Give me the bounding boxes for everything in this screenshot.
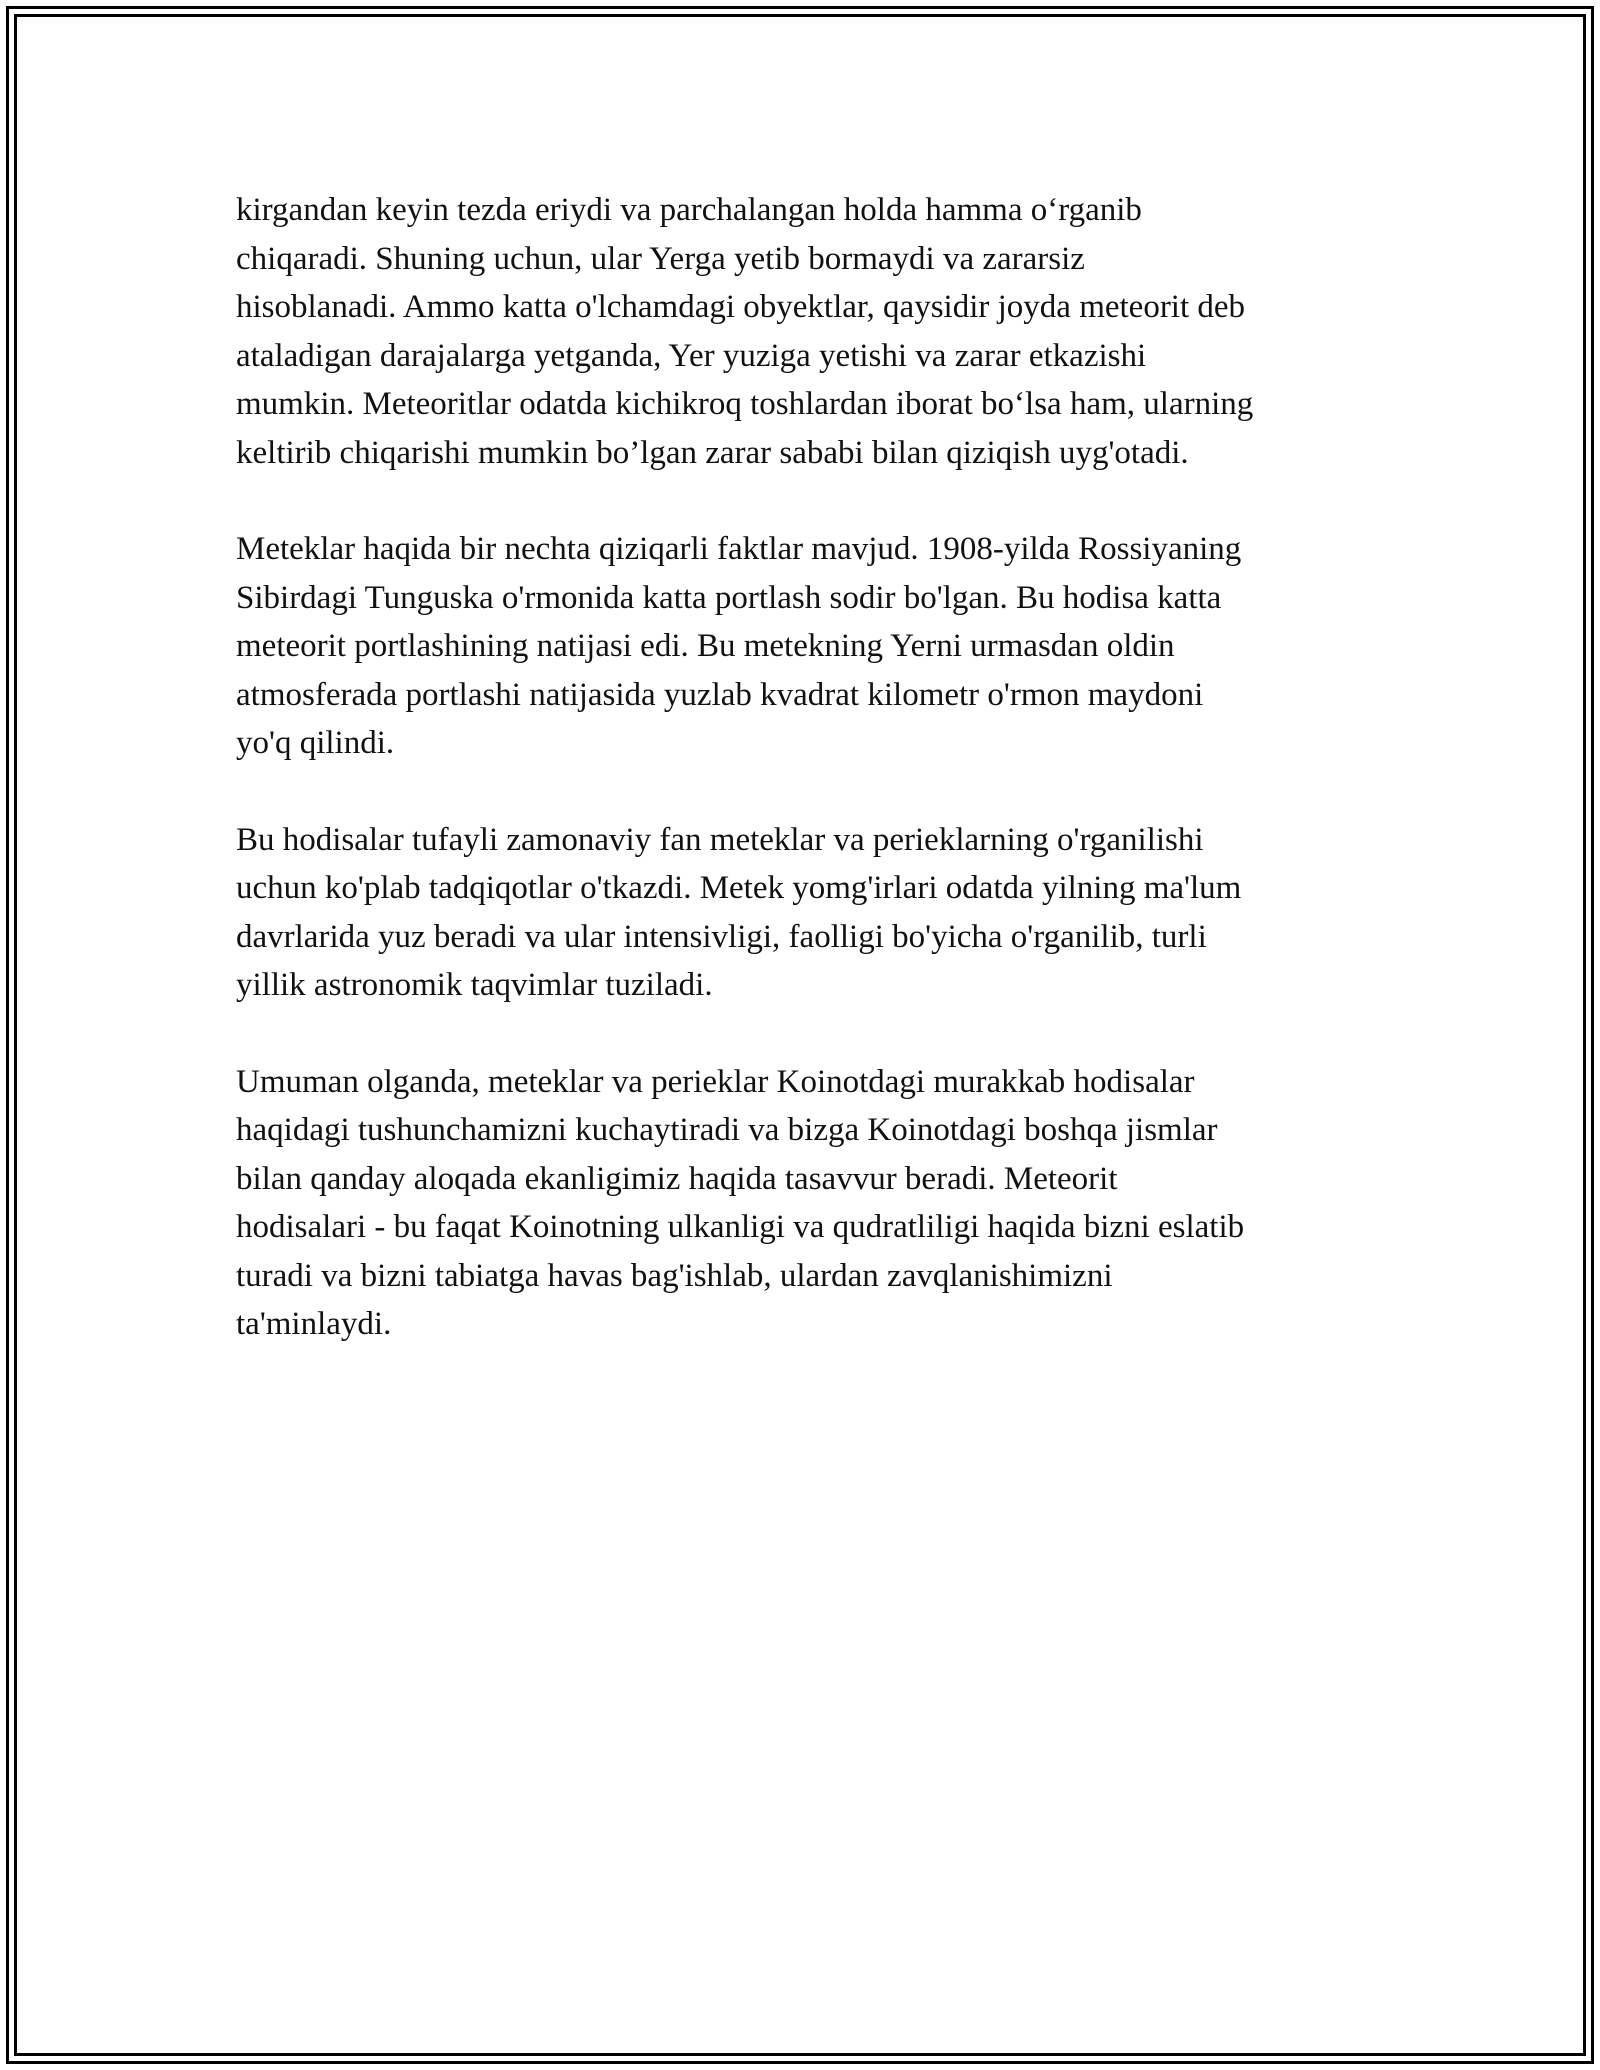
text-line: yo'q qilindi. (236, 725, 395, 761)
text-line: meteorit portlashining natijasi edi. Bu metekning Yerni urmasdan oldin (236, 628, 1175, 664)
text-line: bilan qanday aloqada ekanligimiz haqida tasavvur beradi. Meteorit (236, 1160, 1118, 1197)
text-line: hodisalari - bu faqat Koinotning ulkanligi va qudratliligi haqida bizni eslatib (236, 1209, 1245, 1245)
text-line: turadi va bizni tabiatga havas bag'ishlab, ulardan zavqlanishimizni (236, 1257, 1113, 1294)
text-line: Bu hodisalar tufayli zamonaviy fan meteklar va perieklarning o'rganilishi (236, 821, 1204, 858)
text-line: kirgandan keyin tezda eriydi va parchalangan holda hamma o‘rganib (236, 192, 1142, 228)
text-line: mumkin. Meteoritlar odatda kichikroq toshlardan iborat bo‘lsa ham, ularning (236, 386, 1254, 422)
text-line: uchun ko'plab tadqiqotlar o'tkazdi. Metek yomg'irlari odatda yilning ma'lum (236, 870, 1242, 906)
paragraph-1 (236, 186, 1396, 477)
document-body (236, 186, 1396, 1397)
text-line: haqidagi tushunchamizni kuchaytiradi va bizga Koinotdagi boshqa jismlar (236, 1112, 1218, 1148)
text-line: yillik astronomik taqvimlar tuziladi. (236, 967, 713, 1003)
paragraph-2 (236, 525, 1396, 768)
paragraph-4 (236, 1058, 1396, 1349)
text-line: keltirib chiqarishi mumkin bo’lgan zarar sababi bilan qiziqish uyg'otadi. (236, 434, 1189, 471)
text-line: ataladigan darajalarga yetganda, Yer yuziga yetishi va zarar etkazishi (236, 337, 1147, 374)
text-line: atmosferada portlashi natijasida yuzlab kvadrat kilometr o'rmon maydoni (236, 676, 1204, 713)
text-line: Umuman olganda, meteklar va perieklar Koinotdagi murakkab hodisalar (236, 1063, 1195, 1100)
text-line: ta'minlaydi. (236, 1306, 392, 1342)
text-line: Sibirdagi Tunguska o'rmonida katta portlash sodir bo'lgan. Bu hodisa katta (236, 579, 1222, 616)
text-line: Meteklar haqida bir nechta qiziqarli faktlar mavjud. 1908-yilda Rossiyaning (236, 531, 1242, 567)
paragraph-3 (236, 816, 1396, 1010)
text-line: hisoblanadi. Ammo katta o'lchamdagi obyektlar, qaysidir joyda meteorit deb (236, 289, 1246, 325)
text-line: davrlarida yuz beradi va ular intensivligi, faolligi bo'yicha o'rganilib, turli (236, 918, 1207, 955)
text-line: chiqaradi. Shuning uchun, ular Yerga yetib bormaydi va zararsiz (236, 240, 1085, 277)
